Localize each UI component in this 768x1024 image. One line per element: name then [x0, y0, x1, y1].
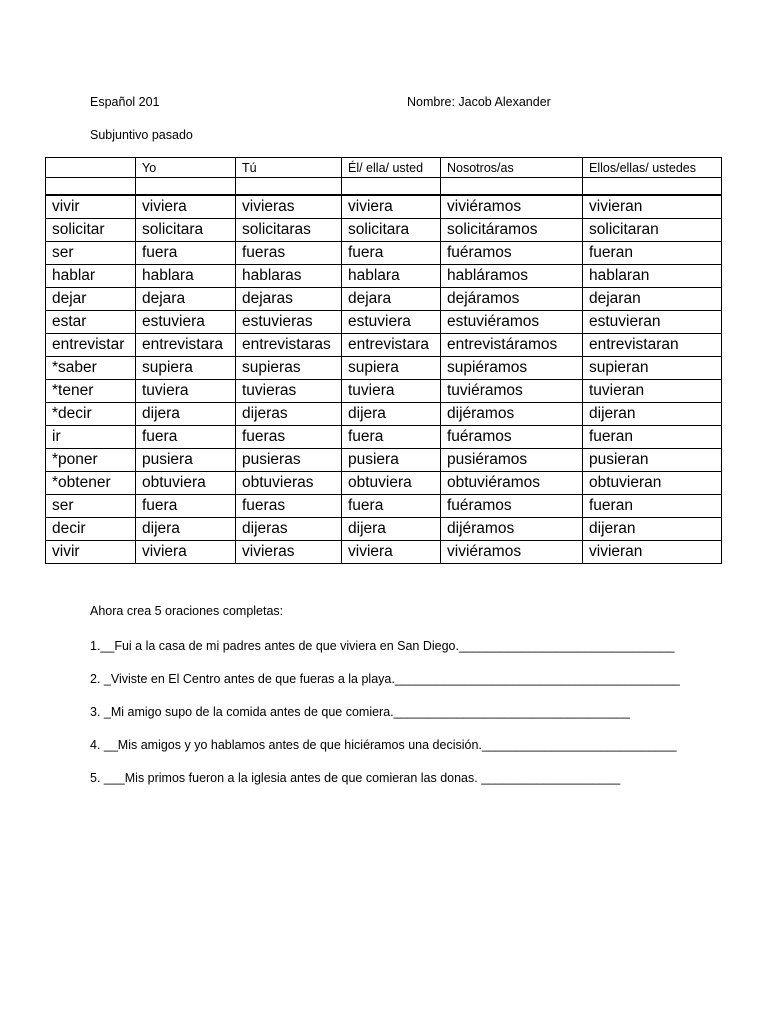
conjugation-cell: entrevistara [342, 334, 441, 357]
verb-cell: *decir [46, 403, 136, 426]
table-cell [342, 178, 441, 196]
conjugation-cell: dijera [342, 518, 441, 541]
course-title: Español 201 [90, 95, 160, 109]
verb-cell: *tener [46, 380, 136, 403]
conjugation-cell: fueran [583, 242, 722, 265]
table-row [46, 265, 722, 288]
verb-cell: ser [46, 242, 136, 265]
verb-cell: entrevistar [46, 334, 136, 357]
verb-cell: vivir [46, 195, 136, 219]
conjugation-cell: dejara [136, 288, 236, 311]
conjugation-cell: viviera [136, 195, 236, 219]
verb-cell: vivir [46, 541, 136, 564]
conjugation-cell: supiéramos [441, 357, 583, 380]
verb-cell: ir [46, 426, 136, 449]
verb-cell: dejar [46, 288, 136, 311]
conjugation-cell: fueran [583, 495, 722, 518]
verb-cell: *poner [46, 449, 136, 472]
conjugation-cell: vivieran [583, 195, 722, 219]
conjugation-cell: vivieras [236, 195, 342, 219]
table-row [46, 518, 722, 541]
conjugation-cell: pusieras [236, 449, 342, 472]
conjugation-cell: viviéramos [441, 541, 583, 564]
conjugation-cell: solicitáramos [441, 219, 583, 242]
conjugation-cell: entrevistara [136, 334, 236, 357]
table-header-row [46, 158, 722, 178]
table-row [46, 242, 722, 265]
conjugation-cell: dijeras [236, 518, 342, 541]
conjugation-cell: dijera [136, 518, 236, 541]
conjugation-cell: hablaran [583, 265, 722, 288]
table-row [46, 541, 722, 564]
table-cell [46, 178, 136, 196]
conjugation-cell: viviera [342, 541, 441, 564]
conjugation-cell: dijeran [583, 403, 722, 426]
conjugation-cell: pusieran [583, 449, 722, 472]
conjugation-cell: hablara [136, 265, 236, 288]
table-cell [583, 178, 722, 196]
table-row [46, 380, 722, 403]
conjugation-cell: pusiera [342, 449, 441, 472]
conjugation-cell: dijera [136, 403, 236, 426]
conjugation-cell: estuviéramos [441, 311, 583, 334]
conjugation-cell: vivieran [583, 541, 722, 564]
conjugation-cell: viviera [136, 541, 236, 564]
conjugation-table [45, 157, 722, 564]
conjugation-cell: obtuviera [342, 472, 441, 495]
table-row [46, 472, 722, 495]
table-row [46, 288, 722, 311]
sentence-4: 4. __Mis amigos y yo hablamos antes de que hiciéramos una decisión.____________________________ [90, 738, 677, 752]
conjugation-cell: tuviéramos [441, 380, 583, 403]
conjugation-cell: obtuvieran [583, 472, 722, 495]
conjugation-cell: fuera [136, 242, 236, 265]
conjugation-cell: viviera [342, 195, 441, 219]
verb-cell: *saber [46, 357, 136, 380]
conjugation-cell: tuviera [342, 380, 441, 403]
conjugation-cell: hablara [342, 265, 441, 288]
conjugation-cell: fuera [342, 426, 441, 449]
conjugation-cell: dijera [342, 403, 441, 426]
conjugation-cell: solicitara [342, 219, 441, 242]
sentence-5: 5. ___Mis primos fueron a la iglesia antes de que comieran las donas. ____________________ [90, 771, 621, 785]
conjugation-cell: vivieras [236, 541, 342, 564]
student-name: Nombre: Jacob Alexander [407, 95, 551, 109]
conjugation-cell: fuera [342, 242, 441, 265]
conjugation-cell: obtuvieras [236, 472, 342, 495]
conjugation-cell: tuvieran [583, 380, 722, 403]
conjugation-cell: dijéramos [441, 518, 583, 541]
conjugation-cell: fueras [236, 426, 342, 449]
conjugation-cell: solicitaras [236, 219, 342, 242]
conjugation-cell: fuéramos [441, 495, 583, 518]
conjugation-cell: tuviera [136, 380, 236, 403]
conjugation-cell: fueras [236, 242, 342, 265]
conjugation-cell: obtuviera [136, 472, 236, 495]
conjugation-cell: estuvieran [583, 311, 722, 334]
conjugation-cell: dejaras [236, 288, 342, 311]
conjugation-cell: habláramos [441, 265, 583, 288]
conjugation-cell: supiera [342, 357, 441, 380]
conjugation-cell: solicitaran [583, 219, 722, 242]
table-row [46, 357, 722, 380]
conjugation-cell: tuvieras [236, 380, 342, 403]
conjugation-cell: dijéramos [441, 403, 583, 426]
column-header-yo: Yo [136, 158, 236, 178]
conjugation-cell: supiera [136, 357, 236, 380]
table-cell [441, 178, 583, 196]
conjugation-cell: dejaran [583, 288, 722, 311]
verb-cell: solicitar [46, 219, 136, 242]
column-header-ellos: Ellos/ellas/ ustedes [583, 158, 722, 178]
conjugation-cell: estuvieras [236, 311, 342, 334]
conjugation-cell: viviéramos [441, 195, 583, 219]
table-body [46, 195, 722, 564]
conjugation-cell: solicitara [136, 219, 236, 242]
table-row [46, 426, 722, 449]
conjugation-cell: fueran [583, 426, 722, 449]
conjugation-cell: pusiera [136, 449, 236, 472]
conjugation-cell: obtuviéramos [441, 472, 583, 495]
verb-cell: estar [46, 311, 136, 334]
conjugation-cell: supieran [583, 357, 722, 380]
verb-cell: *obtener [46, 472, 136, 495]
table-cell [136, 178, 236, 196]
conjugation-cell: hablaras [236, 265, 342, 288]
table-row [46, 403, 722, 426]
verb-cell: hablar [46, 265, 136, 288]
conjugation-cell: dejáramos [441, 288, 583, 311]
conjugation-cell: pusiéramos [441, 449, 583, 472]
conjugation-cell: estuviera [136, 311, 236, 334]
column-header-nosotros: Nosotros/as [441, 158, 583, 178]
table-row [46, 219, 722, 242]
table-cell [236, 178, 342, 196]
verb-cell: ser [46, 495, 136, 518]
conjugation-cell: entrevistaran [583, 334, 722, 357]
column-header-tu: Tú [236, 158, 342, 178]
conjugation-cell: fuéramos [441, 242, 583, 265]
conjugation-cell: entrevistaras [236, 334, 342, 357]
conjugation-cell: estuviera [342, 311, 441, 334]
conjugation-cell: fuera [342, 495, 441, 518]
sentence-3: 3. _Mi amigo supo de la comida antes de que comiera.__________________________________ [90, 705, 631, 719]
table-blank-row [46, 178, 722, 196]
sentences-prompt: Ahora crea 5 oraciones completas: [90, 604, 284, 618]
table-row [46, 495, 722, 518]
conjugation-cell: dijeras [236, 403, 342, 426]
worksheet-subtitle: Subjuntivo pasado [90, 128, 193, 142]
sentence-1: 1.__Fui a la casa de mi padres antes de que viviera en San Diego._______________________________ [90, 639, 675, 653]
table-row [46, 449, 722, 472]
conjugation-cell: fuera [136, 426, 236, 449]
column-header-el: Él/ ella/ usted [342, 158, 441, 178]
table-row [46, 334, 722, 357]
conjugation-cell: dejara [342, 288, 441, 311]
conjugation-cell: fuera [136, 495, 236, 518]
conjugation-cell: supieras [236, 357, 342, 380]
conjugation-cell: dijeran [583, 518, 722, 541]
verb-cell: decir [46, 518, 136, 541]
sentence-2: 2. _Viviste en El Centro antes de que fueras a la playa._________________________________________ [90, 672, 680, 686]
table-row [46, 195, 722, 219]
conjugation-cell: fueras [236, 495, 342, 518]
conjugation-cell: fuéramos [441, 426, 583, 449]
column-header-verb [46, 158, 136, 178]
table-row [46, 311, 722, 334]
conjugation-cell: entrevistáramos [441, 334, 583, 357]
